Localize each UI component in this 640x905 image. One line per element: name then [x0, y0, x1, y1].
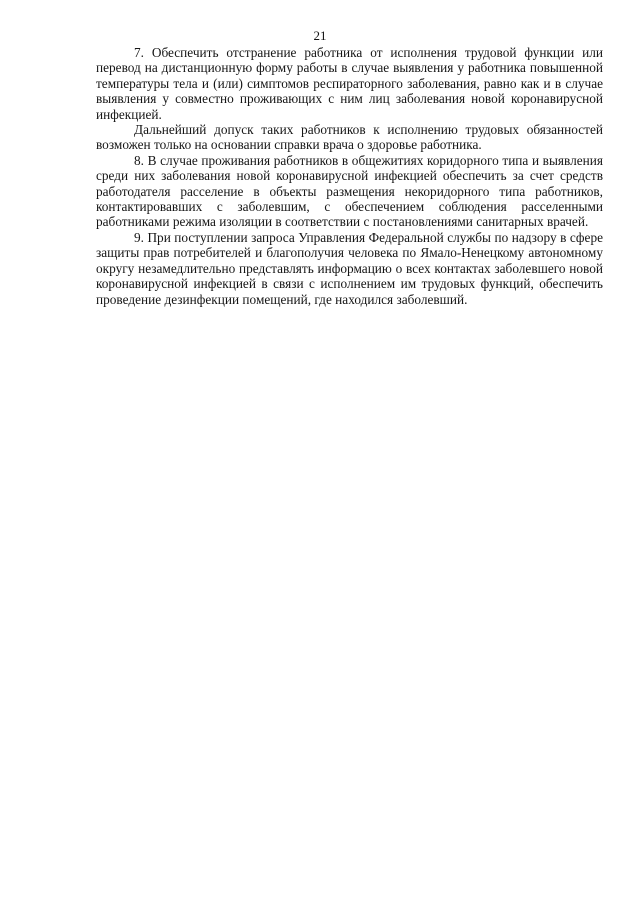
paragraph-continuation: Дальнейший допуск таких работников к исполнению трудовых обязанностей возможен только на основании справки врача о здоровье работника. [96, 122, 603, 153]
paragraph-item-8: 8. В случае проживания работников в общежитиях коридорного типа и выявления среди них заболевания новой коронавирусной инфекцией обеспечить за счет средств работодателя расселение в объекты размещения некоридорного типа работников, контактировавших с заболевшим, с обеспечением соблюдения расселенными работниками режима изоляции в соответствии с постановлениями санитарных врачей. [96, 152, 603, 230]
page-number: 21 [313, 28, 327, 43]
paragraph-item-9: 9. При поступлении запроса Управления Федеральной службы по надзору в сфере защиты прав потребителей и благополучия человека по Ямало-Ненецкому автономному округу незамедлительно представлять информацию о всех контактах заболевшего новой коронавирусной инфекцией в связи с исполнением им трудовых функций, обеспечить проведение дезинфекции помещений, где находился заболевший. [96, 229, 603, 307]
paragraph-item-7: 7. Обеспечить отстранение работника от исполнения трудовой функции или перевод на дистанционную форму работы в случае выявления у работника повышенной температуры тела и (или) симптомов респираторного заболевания, равно как и в случае выявления у совместно проживающих с ним лиц заболевания новой коронавирусной инфекцией. [96, 45, 603, 122]
document-body [96, 45, 603, 307]
